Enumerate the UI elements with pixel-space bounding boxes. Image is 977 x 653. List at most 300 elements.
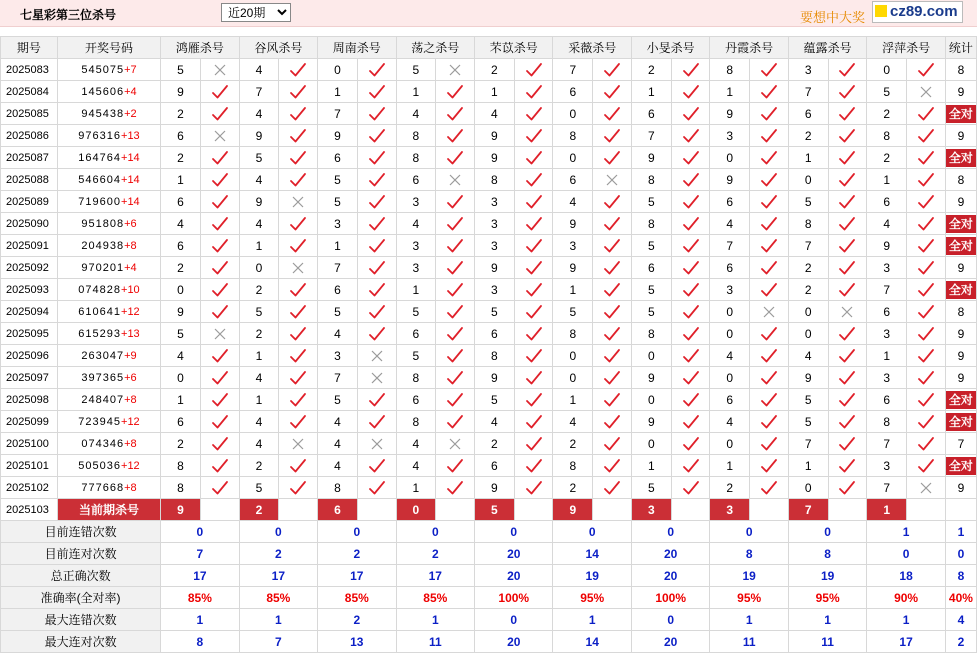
result-mark-cell — [279, 389, 318, 411]
kill-number-cell: 1 — [396, 81, 436, 103]
cross-icon — [370, 349, 384, 363]
result-mark-cell — [279, 279, 318, 301]
draw-extra-digit: +12 — [121, 305, 140, 318]
kill-number-cell: 6 — [788, 103, 828, 125]
kill-number-cell: 3 — [553, 235, 593, 257]
check-icon — [525, 172, 543, 188]
period-cell: 2025094 — [1, 301, 58, 323]
result-mark-cell — [436, 411, 475, 433]
kill-number-cell: 9 — [239, 125, 279, 147]
check-icon — [368, 194, 386, 210]
kill-number-cell: 5 — [318, 301, 358, 323]
summary-value: 20 — [475, 631, 553, 653]
kill-number-cell: 6 — [710, 191, 750, 213]
col-header-expert[interactable]: 小旻杀号 — [631, 37, 709, 59]
kill-number-cell: 1 — [161, 169, 201, 191]
draw-extra-digit: +10 — [121, 283, 140, 296]
check-icon — [446, 84, 464, 100]
logo-text: cz89.com — [890, 3, 958, 20]
kill-number-cell: 5 — [788, 389, 828, 411]
kill-number-cell: 1 — [631, 455, 671, 477]
summary-value: 1 — [161, 609, 239, 631]
kill-number-cell: 8 — [396, 147, 436, 169]
kill-number-cell: 9 — [788, 367, 828, 389]
result-mark-cell — [357, 213, 396, 235]
period-cell: 2025092 — [1, 257, 58, 279]
draw-extra-digit: +8 — [124, 481, 137, 494]
draw-extra-digit: +13 — [121, 327, 140, 340]
kill-number-cell: 4 — [239, 411, 279, 433]
kill-number-cell: 6 — [475, 455, 515, 477]
stat-cell — [945, 235, 976, 257]
summary-value: 1 — [239, 609, 317, 631]
result-mark-cell — [514, 411, 553, 433]
draw-number-cell — [57, 191, 160, 213]
cross-icon — [605, 173, 619, 187]
site-logo[interactable] — [872, 1, 963, 23]
summary-label: 最大连对次数 — [1, 631, 161, 653]
draw-main-digits: 074346 — [81, 437, 125, 450]
summary-row — [1, 631, 977, 653]
result-mark-cell — [200, 59, 239, 81]
summary-value: 8 — [710, 543, 788, 565]
kill-number-cell: 9 — [475, 257, 515, 279]
check-icon — [760, 348, 778, 364]
summary-value: 17 — [318, 565, 396, 587]
col-header-expert[interactable]: 周南杀号 — [318, 37, 396, 59]
kill-number-cell: 5 — [631, 279, 671, 301]
result-mark-cell — [907, 301, 946, 323]
draw-extra-digit: +6 — [124, 371, 137, 384]
check-icon — [211, 436, 229, 452]
check-icon — [760, 172, 778, 188]
check-icon — [525, 150, 543, 166]
current-empty-cell — [200, 499, 239, 521]
check-icon — [289, 282, 307, 298]
kill-number-cell: 0 — [710, 301, 750, 323]
summary-stat-value: 4 — [945, 609, 976, 631]
draw-main-digits: 145606 — [81, 85, 125, 98]
check-icon — [838, 260, 856, 276]
draw-number-cell — [57, 323, 160, 345]
kill-number-cell: 3 — [396, 191, 436, 213]
result-mark-cell — [436, 455, 475, 477]
check-icon — [682, 194, 700, 210]
kill-number-cell: 5 — [318, 191, 358, 213]
kill-number-cell: 9 — [631, 411, 671, 433]
kill-number-cell: 5 — [396, 301, 436, 323]
result-mark-cell — [750, 59, 789, 81]
check-icon — [682, 436, 700, 452]
draw-number-cell — [57, 345, 160, 367]
check-icon — [525, 282, 543, 298]
check-icon — [917, 150, 935, 166]
result-mark-cell — [671, 235, 710, 257]
result-mark-cell — [357, 103, 396, 125]
kill-number-cell: 9 — [631, 147, 671, 169]
result-mark-cell — [828, 125, 867, 147]
draw-number-cell — [57, 257, 160, 279]
check-icon — [211, 458, 229, 474]
result-mark-cell — [828, 191, 867, 213]
slogan-text: 要想中大奖 — [800, 10, 866, 25]
check-icon — [760, 414, 778, 430]
kill-number-cell: 1 — [631, 81, 671, 103]
kill-number-cell: 8 — [867, 411, 907, 433]
result-mark-cell — [436, 147, 475, 169]
table-row — [1, 389, 977, 411]
check-icon — [289, 62, 307, 78]
summary-value: 0 — [396, 521, 474, 543]
result-mark-cell — [671, 301, 710, 323]
summary-value: 100% — [631, 587, 709, 609]
check-icon — [211, 348, 229, 364]
result-mark-cell — [514, 455, 553, 477]
check-icon — [682, 480, 700, 496]
summary-value: 14 — [553, 543, 631, 565]
result-mark-cell — [279, 81, 318, 103]
all-correct-badge: 全对 — [946, 105, 976, 123]
result-mark-cell — [357, 345, 396, 367]
kill-number-cell: 6 — [396, 389, 436, 411]
kill-number-cell: 4 — [710, 345, 750, 367]
result-mark-cell — [514, 477, 553, 499]
result-mark-cell — [671, 191, 710, 213]
summary-value: 17 — [239, 565, 317, 587]
result-mark-cell — [593, 169, 632, 191]
stat-cell: 9 — [945, 367, 976, 389]
result-mark-cell — [514, 191, 553, 213]
result-mark-cell — [828, 455, 867, 477]
stat-cell — [945, 213, 976, 235]
kill-number-cell: 6 — [161, 191, 201, 213]
check-icon — [525, 304, 543, 320]
kill-number-cell: 6 — [710, 389, 750, 411]
check-icon — [446, 128, 464, 144]
stat-cell — [945, 147, 976, 169]
result-mark-cell — [279, 125, 318, 147]
kill-number-cell: 7 — [318, 367, 358, 389]
result-mark-cell — [907, 147, 946, 169]
draw-extra-digit: +13 — [121, 129, 140, 142]
summary-value: 8 — [161, 631, 239, 653]
check-icon — [838, 348, 856, 364]
result-mark-cell — [436, 345, 475, 367]
result-mark-cell — [750, 169, 789, 191]
check-icon — [603, 436, 621, 452]
summary-stat-value: 40% — [945, 587, 976, 609]
result-mark-cell — [279, 345, 318, 367]
table-row — [1, 477, 977, 499]
check-icon — [682, 260, 700, 276]
result-mark-cell — [279, 213, 318, 235]
check-icon — [682, 370, 700, 386]
stat-cell: 9 — [945, 257, 976, 279]
check-icon — [682, 106, 700, 122]
table-row — [1, 103, 977, 125]
stat-cell: 9 — [945, 191, 976, 213]
result-mark-cell — [828, 169, 867, 191]
check-icon — [682, 304, 700, 320]
result-mark-cell — [907, 477, 946, 499]
check-icon — [682, 172, 700, 188]
result-mark-cell — [436, 433, 475, 455]
check-icon — [917, 260, 935, 276]
result-mark-cell — [671, 367, 710, 389]
draw-number-cell — [57, 213, 160, 235]
check-icon — [211, 150, 229, 166]
kill-number-cell: 8 — [788, 213, 828, 235]
result-mark-cell — [593, 235, 632, 257]
check-icon — [525, 260, 543, 276]
kill-number-cell: 5 — [396, 345, 436, 367]
kill-number-cell: 9 — [161, 301, 201, 323]
kill-number-cell: 0 — [710, 147, 750, 169]
kill-number-cell: 9 — [161, 81, 201, 103]
check-icon — [838, 392, 856, 408]
summary-value: 20 — [631, 631, 709, 653]
result-mark-cell — [514, 323, 553, 345]
kill-number-cell: 7 — [867, 433, 907, 455]
result-mark-cell — [436, 125, 475, 147]
result-mark-cell — [279, 147, 318, 169]
check-icon — [525, 348, 543, 364]
result-mark-cell — [279, 433, 318, 455]
result-mark-cell — [357, 301, 396, 323]
current-kill-label: 当前期杀号 — [57, 499, 160, 521]
kill-number-cell: 6 — [710, 257, 750, 279]
result-mark-cell — [436, 103, 475, 125]
kill-number-cell: 2 — [161, 433, 201, 455]
table-row — [1, 235, 977, 257]
summary-value: 1 — [867, 521, 945, 543]
check-icon — [760, 150, 778, 166]
period-cell: 2025090 — [1, 213, 58, 235]
col-header-expert[interactable]: 蕴露杀号 — [788, 37, 866, 59]
col-header-expert[interactable]: 芣苡杀号 — [475, 37, 553, 59]
kill-number-cell: 4 — [475, 411, 515, 433]
kill-number-cell: 4 — [239, 169, 279, 191]
check-icon — [838, 62, 856, 78]
kill-number-cell: 9 — [631, 367, 671, 389]
check-icon — [446, 370, 464, 386]
result-mark-cell — [593, 147, 632, 169]
summary-value: 1 — [788, 609, 866, 631]
summary-label: 最大连错次数 — [1, 609, 161, 631]
kill-number-cell: 7 — [631, 125, 671, 147]
kill-number-cell: 2 — [788, 125, 828, 147]
kill-number-cell: 4 — [318, 323, 358, 345]
result-mark-cell — [279, 411, 318, 433]
result-mark-cell — [828, 257, 867, 279]
cross-icon — [762, 305, 776, 319]
summary-value: 11 — [788, 631, 866, 653]
result-mark-cell — [436, 169, 475, 191]
draw-extra-digit: +8 — [124, 437, 137, 450]
result-mark-cell — [593, 59, 632, 81]
kill-number-cell: 2 — [788, 257, 828, 279]
result-mark-cell — [907, 411, 946, 433]
draw-extra-digit: +9 — [124, 349, 137, 362]
check-icon — [368, 480, 386, 496]
kill-number-cell: 1 — [867, 345, 907, 367]
kill-number-cell: 8 — [396, 411, 436, 433]
summary-value: 2 — [318, 543, 396, 565]
result-mark-cell — [357, 191, 396, 213]
result-mark-cell — [593, 389, 632, 411]
current-empty-cell — [436, 499, 475, 521]
summary-value: 95% — [788, 587, 866, 609]
check-icon — [525, 62, 543, 78]
kill-number-cell: 6 — [161, 125, 201, 147]
table-row — [1, 59, 977, 81]
col-header-expert[interactable]: 丹霞杀号 — [710, 37, 788, 59]
check-icon — [368, 392, 386, 408]
check-icon — [603, 62, 621, 78]
draw-extra-digit: +4 — [124, 85, 137, 98]
result-mark-cell — [593, 433, 632, 455]
summary-row — [1, 543, 977, 565]
kill-number-cell: 0 — [161, 279, 201, 301]
result-mark-cell — [671, 389, 710, 411]
stat-cell: 7 — [945, 433, 976, 455]
logo-square-icon — [875, 5, 887, 17]
check-icon — [760, 392, 778, 408]
stat-cell: 9 — [945, 125, 976, 147]
kill-number-cell: 8 — [396, 367, 436, 389]
current-empty-cell — [671, 499, 710, 521]
kill-number-cell: 1 — [239, 235, 279, 257]
result-mark-cell — [279, 191, 318, 213]
draw-number-cell — [57, 455, 160, 477]
kill-number-cell: 0 — [788, 301, 828, 323]
kill-number-cell: 8 — [631, 169, 671, 191]
check-icon — [368, 304, 386, 320]
kill-number-cell: 0 — [710, 323, 750, 345]
col-header-expert[interactable]: 浮萍杀号 — [867, 37, 945, 59]
check-icon — [603, 194, 621, 210]
kill-number-cell: 4 — [396, 103, 436, 125]
kill-number-cell: 2 — [475, 59, 515, 81]
result-mark-cell — [593, 455, 632, 477]
table-row — [1, 191, 977, 213]
result-mark-cell — [436, 257, 475, 279]
kill-number-cell: 2 — [553, 477, 593, 499]
check-icon — [446, 238, 464, 254]
check-icon — [289, 480, 307, 496]
kill-number-cell: 6 — [475, 323, 515, 345]
draw-main-digits: 263047 — [81, 349, 125, 362]
result-mark-cell — [750, 477, 789, 499]
kill-number-cell: 2 — [710, 477, 750, 499]
result-mark-cell — [357, 125, 396, 147]
check-icon — [603, 392, 621, 408]
check-icon — [525, 458, 543, 474]
result-mark-cell — [671, 59, 710, 81]
draw-extra-digit: +7 — [124, 63, 137, 76]
draw-number-cell — [57, 147, 160, 169]
kill-number-cell: 8 — [867, 125, 907, 147]
kill-number-cell: 4 — [318, 455, 358, 477]
result-mark-cell — [357, 323, 396, 345]
check-icon — [289, 172, 307, 188]
check-icon — [838, 84, 856, 100]
range-select[interactable] — [221, 3, 291, 22]
check-icon — [211, 414, 229, 430]
check-icon — [838, 326, 856, 342]
col-header-expert[interactable]: 鸿雁杀号 — [161, 37, 239, 59]
kill-number-cell: 5 — [631, 235, 671, 257]
check-icon — [682, 84, 700, 100]
period-cell: 2025083 — [1, 59, 58, 81]
summary-value: 2 — [239, 543, 317, 565]
check-icon — [917, 348, 935, 364]
cross-icon — [840, 305, 854, 319]
cross-icon — [291, 261, 305, 275]
result-mark-cell — [828, 345, 867, 367]
summary-value: 0 — [239, 521, 317, 543]
check-icon — [838, 106, 856, 122]
kill-number-cell: 2 — [239, 279, 279, 301]
table-header-row — [1, 37, 977, 59]
result-mark-cell — [279, 477, 318, 499]
check-icon — [211, 370, 229, 386]
summary-label: 准确率(全对率) — [1, 587, 161, 609]
result-mark-cell — [200, 147, 239, 169]
cross-icon — [291, 437, 305, 451]
col-header-expert[interactable]: 荡之杀号 — [396, 37, 474, 59]
result-mark-cell — [828, 367, 867, 389]
cross-icon — [919, 85, 933, 99]
check-icon — [446, 348, 464, 364]
kill-number-cell: 0 — [710, 433, 750, 455]
kill-number-cell: 8 — [631, 323, 671, 345]
kill-number-cell: 8 — [475, 345, 515, 367]
kill-number-cell: 5 — [788, 411, 828, 433]
check-icon — [525, 436, 543, 452]
check-icon — [838, 172, 856, 188]
kill-number-cell: 9 — [475, 477, 515, 499]
table-row — [1, 455, 977, 477]
result-mark-cell — [514, 169, 553, 191]
kill-number-cell: 8 — [396, 125, 436, 147]
check-icon — [917, 194, 935, 210]
check-icon — [525, 216, 543, 232]
result-mark-cell — [750, 235, 789, 257]
kill-number-cell: 6 — [867, 191, 907, 213]
current-kill-number: 3 — [710, 499, 750, 521]
result-mark-cell — [200, 257, 239, 279]
kill-number-cell: 9 — [553, 257, 593, 279]
stat-cell — [945, 389, 976, 411]
col-header-expert[interactable]: 谷风杀号 — [239, 37, 317, 59]
kill-number-cell: 5 — [475, 389, 515, 411]
result-mark-cell — [750, 103, 789, 125]
summary-stat-value: 0 — [945, 543, 976, 565]
col-header-expert[interactable]: 采薇杀号 — [553, 37, 631, 59]
result-mark-cell — [907, 103, 946, 125]
period-cell: 2025097 — [1, 367, 58, 389]
result-mark-cell — [593, 191, 632, 213]
result-mark-cell — [514, 279, 553, 301]
result-mark-cell — [200, 81, 239, 103]
check-icon — [760, 62, 778, 78]
period-cell: 2025098 — [1, 389, 58, 411]
check-icon — [760, 84, 778, 100]
result-mark-cell — [436, 81, 475, 103]
check-icon — [760, 326, 778, 342]
result-mark-cell — [514, 81, 553, 103]
